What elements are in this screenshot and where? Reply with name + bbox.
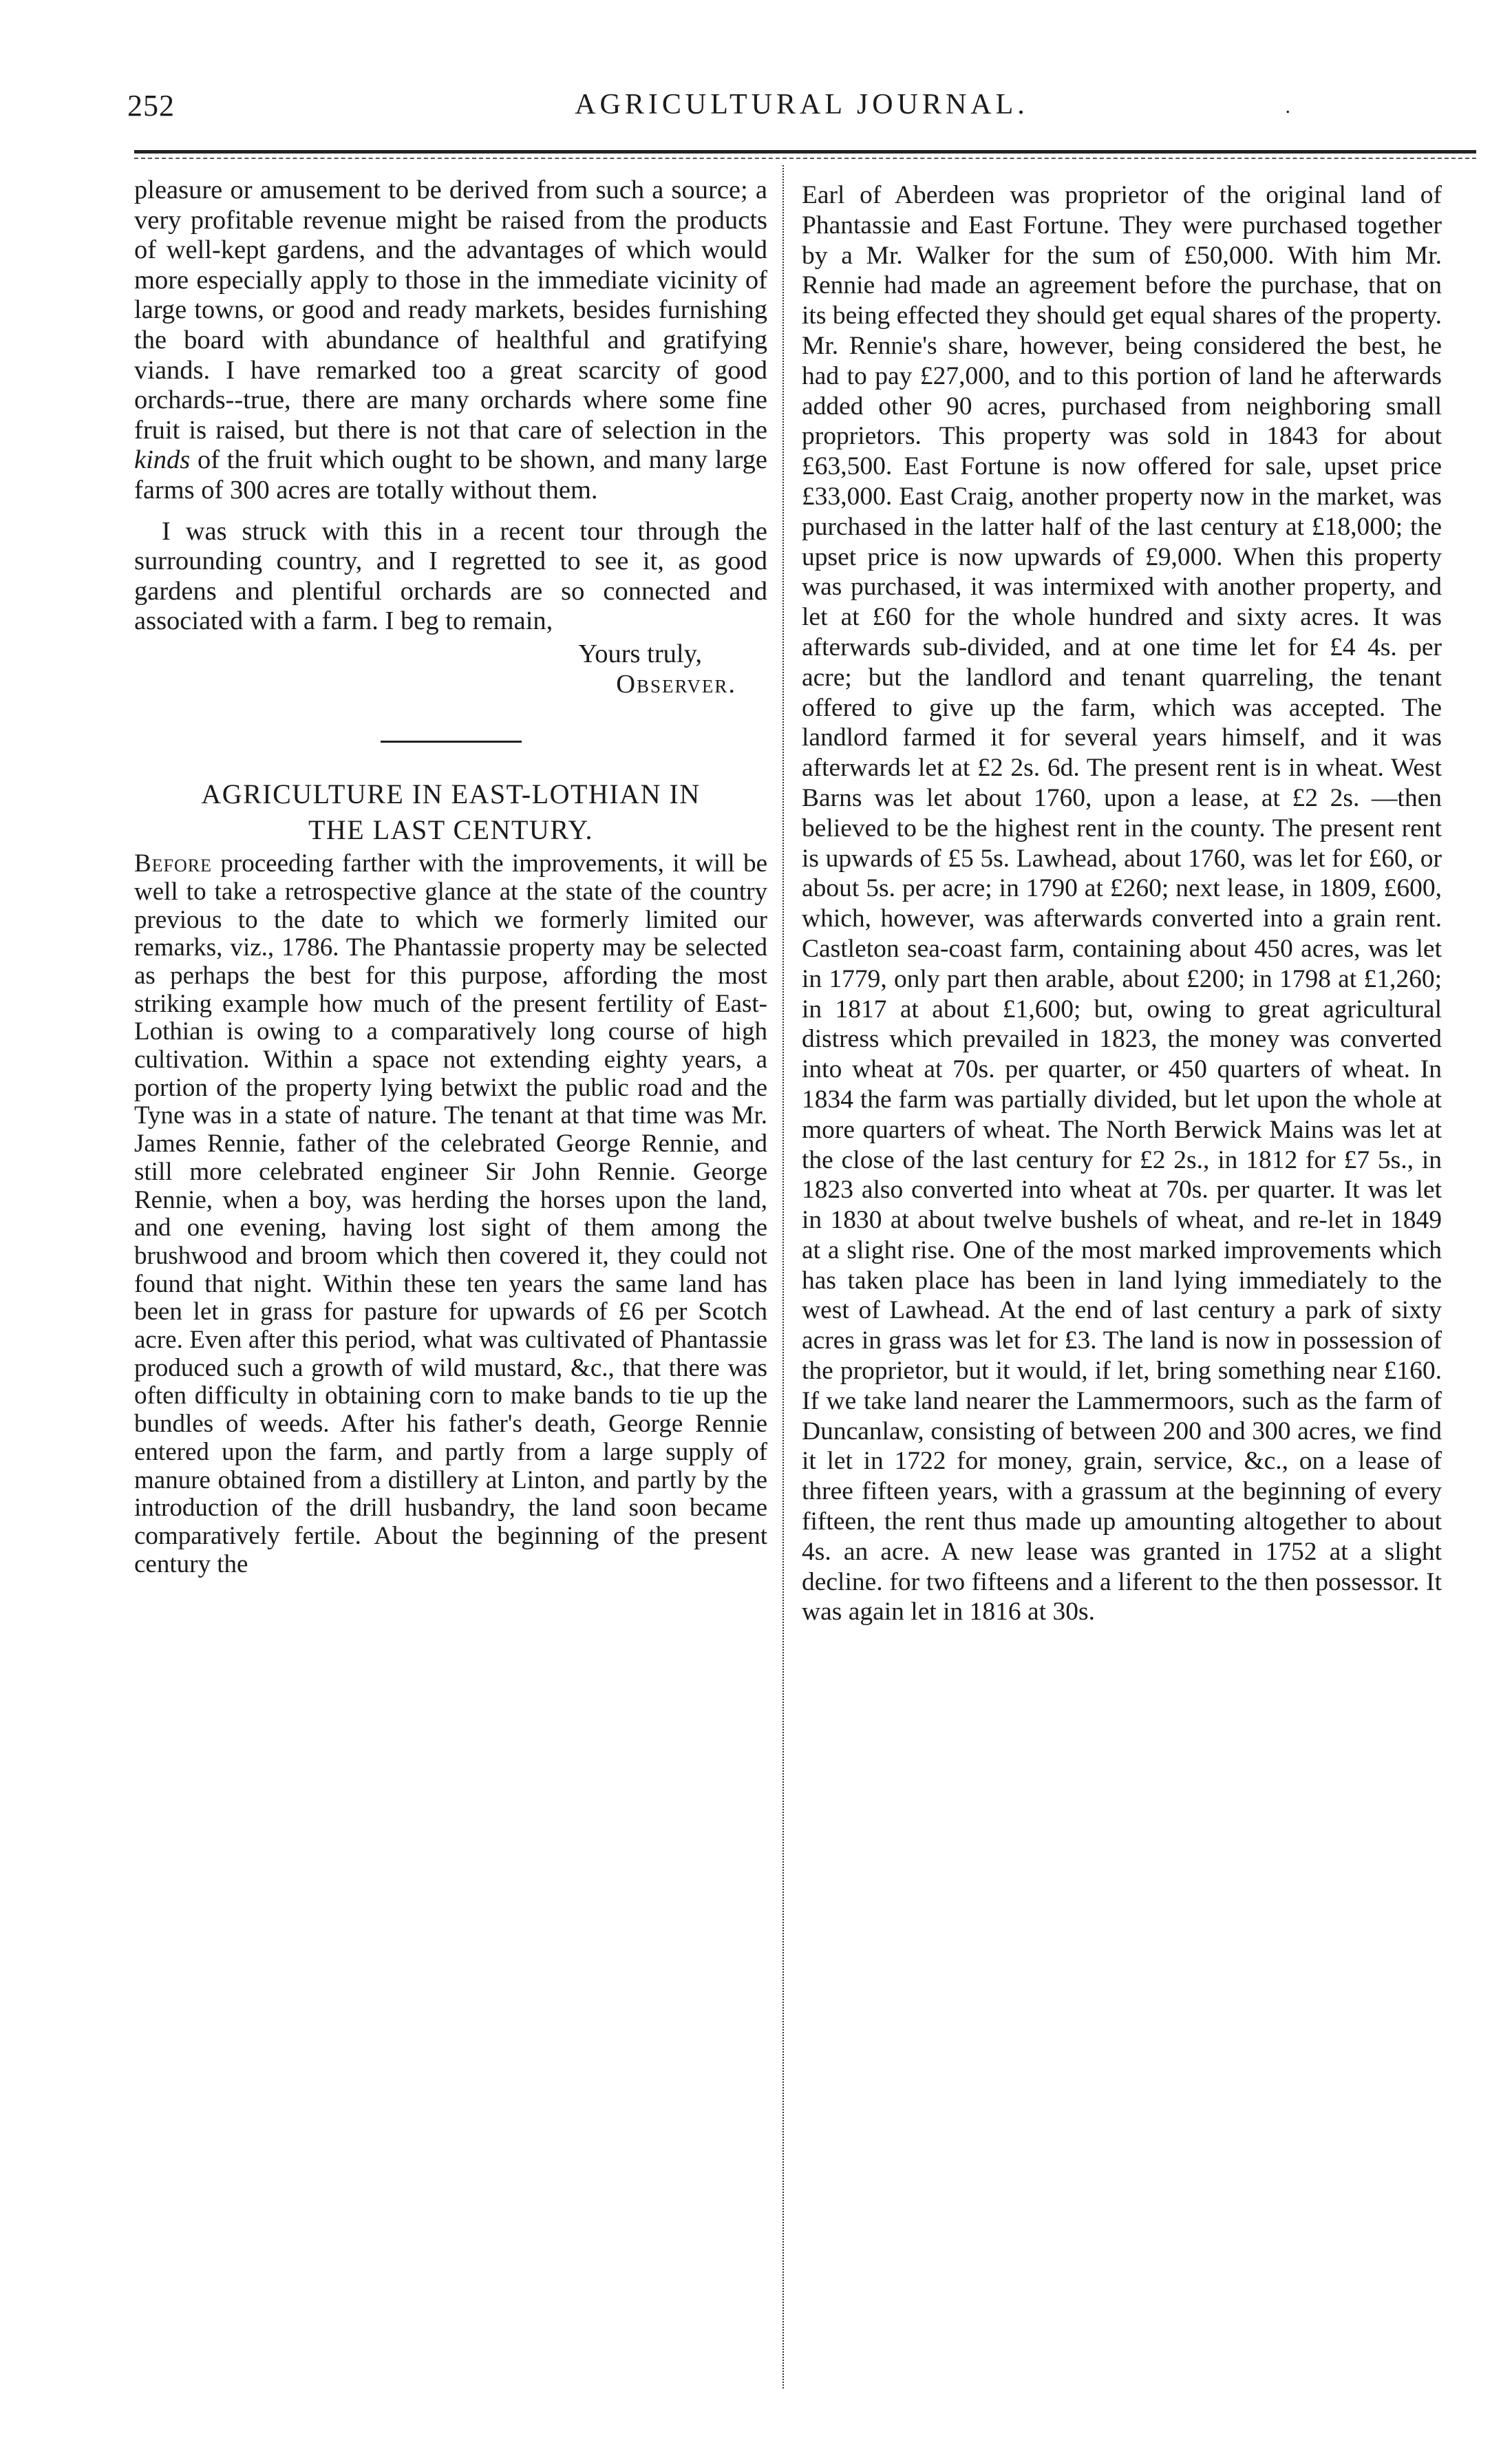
letter-paragraph-1-end: of the fruit which ought to be shown, and many large farms of 300 acres are totally without them. (134, 445, 767, 505)
header-mark: . (1285, 95, 1290, 118)
article-lead-word: Before (134, 849, 213, 878)
letter-paragraph-2: I was struck with this in a recent tour through the surrounding country, and I regretted to see it, as good gardens and plentiful orchards are so connected and associated with a farm. I beg to remain, (134, 516, 767, 636)
article-paragraph (134, 850, 767, 1578)
article-body-text: proceeding farther with the improvements, it will be well to take a retrospective glance at the state of the country previous to the date to which we formerly limited our remarks, viz., 1786. The Phantassie property may be selected as perhaps the best for this purpose, affording the most striking example how much of the present fertility of East-Lothian is owing to a comparatively long course of high cultivation. Within a space not extending eighty years, a portion of the property lying betwixt the public road and the Tyne was in a state of nature. The tenant at that time was Mr. James Rennie, father of the celebrated George Rennie, and still more celebrated engineer Sir John Rennie. George Rennie, when a boy, was herding the horses upon the land, and one evening, having lost sight of them among the brushwood and broom which then covered it, they could not found that night. Within these ten years the same land has been let in grass for pasture for upwards of £6 per Scotch acre. Even after this period, what was cultivated of Phantassie produced such a growth of wild mustard, &c., that there was often difficulty in obtaining corn to make bands to tie up the bundles of weeds. After his father's death, George Rennie entered upon the farm, and partly from a large supply of manure obtained from a distillery at Linton, and partly by the introduction of the drill husbandry, the land soon became comparatively fertile. About the beginning of the present century the (134, 849, 768, 1578)
header-rule (134, 150, 1476, 153)
page-header (127, 88, 1476, 138)
letter-paragraph-1 (134, 176, 767, 506)
section-divider (381, 741, 522, 743)
running-head: AGRICULTURAL JOURNAL. (575, 89, 1029, 120)
page-number: 252 (127, 89, 175, 123)
article-title-line-1: AGRICULTURE IN EAST-LOTHIAN IN (201, 778, 701, 810)
right-column (802, 180, 1442, 1627)
column-divider (782, 165, 784, 2388)
letter-paragraph-1-start: pleasure or amusement to be derived from such a source; a very profitable revenue might be raised from the products of well-kept gardens, and the advantages of which would more especially apply to those in the immediate vicinity of large towns, or good and ready markets, besides furnishing the board with abundance of healthful and gratifying viands. I have remarked too a great scarcity of good orchards--true, there are many orchards where some fine fruit is raised, but there is not that care of selection in the (134, 176, 767, 445)
article-title-line-2: THE LAST CENTURY. (308, 814, 594, 846)
left-column (134, 176, 767, 1578)
letter-emphasis-kinds: kinds (134, 445, 191, 475)
signoff-signature: Observer. (616, 669, 736, 699)
header-rule-secondary (134, 158, 1476, 159)
signoff-closing: Yours truly, (578, 639, 702, 668)
article-continued-text: Earl of Aberdeen was proprietor of the original land of Phantassie and East Fortune. They were purchased together by a Mr. Walker for the sum of £50,000. With him Mr. Rennie had made an agreement before the purchase, that on its being effected they should get equal shares of the property. Mr. Rennie's share, however, being considered the best, he had to pay £27,000, and to this portion of land he afterwards added other 90 acres, purchased from neighboring small proprietors. This property was sold in 1843 for about £63,500. East Fortune is now offered for sale, upset price £33,000. East Craig, another property now in the market, was purchased in the latter half of the last century at £18,000; the upset price is now upwards of £9,000. When this property was purchased, it was intermixed with another property, and let at £60 for the whole hundred and sixty acres. It was afterwards sub-divided, and at one time let for £4 4s. per acre; but the landlord and tenant quarreling, the tenant offered to give up the farm, which was accepted. The landlord farmed it for several years himself, and it was afterwards let at £2 2s. 6d. The present rent is in wheat. West Barns was let about 1760, upon a lease, at £2 2s. —then believed to be the highest rent in the county. The present rent is upwards of £5 5s. Lawhead, about 1760, was let for £60, or about 5s. per acre; in 1790 at £260; next lease, in 1809, £600, which, however, was afterwards converted into a grain rent. Castleton sea-coast farm, containing about 450 acres, was let in 1779, only part then arable, about £200; in 1798 at £1,260; in 1817 at about £1,600; but, owing to great agricultural distress which prevailed in 1823, the money was converted into wheat at 70s. per quarter, or 450 quarters of wheat. In 1834 the farm was partially divided, but let upon the whole at more quarters of wheat. The North Berwick Mains was let at the close of the last century for £2 2s., in 1812 for £7 5s., in 1823 also converted into wheat at 70s. per quarter. It was let in 1830 at about twelve bushels of wheat, and re-let in 1849 at a slight rise. One of the most marked improvements which has taken place has been in land lying immediately to the west of Lawhead. At the end of last century a park of sixty acres in grass was let for £3. The land is now in possession of the proprietor, but it would, if let, bring something near £160. If we take land nearer the Lammermoors, such as the farm of Duncanlaw, consisting of between 200 and 300 acres, we find it let in 1722 for money, grain, service, &c., on a lease of three fifteen years, with a grassum at the beginning of every fifteen, the rent thus made up amounting altogether to about 4s. an acre. A new lease was granted in 1752 at a slight decline. for two fifteens and a liferent to the then possessor. It was again let in 1816 at 30s. (802, 181, 1442, 1627)
